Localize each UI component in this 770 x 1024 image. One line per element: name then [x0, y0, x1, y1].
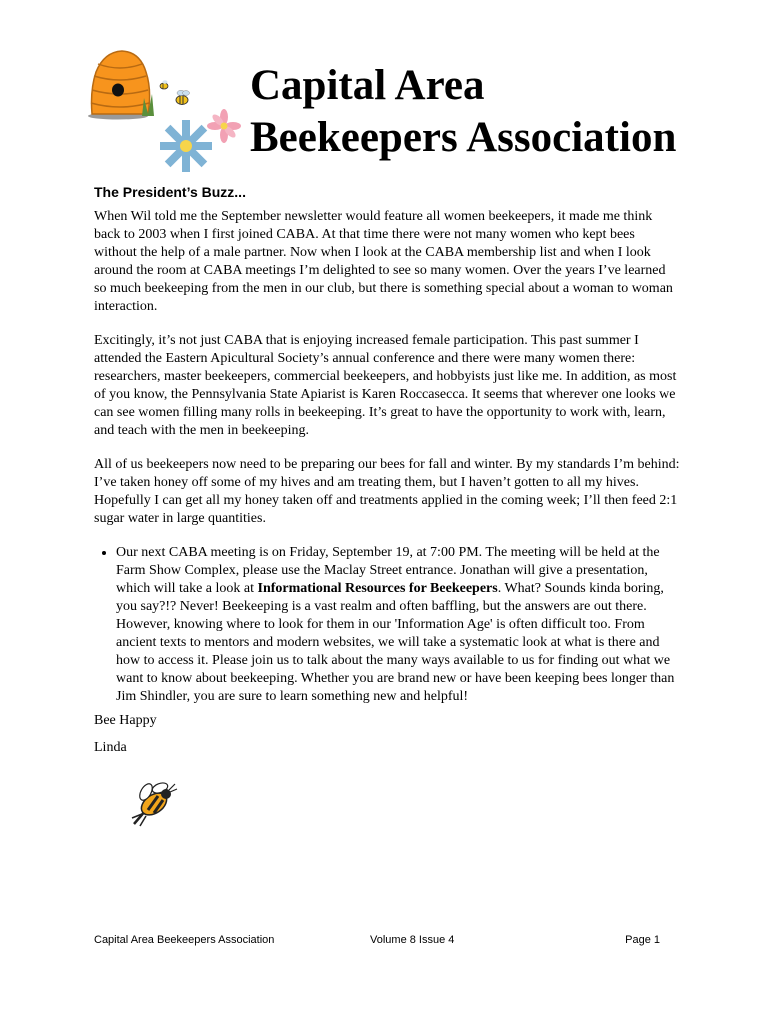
masthead-line-1: Capital Area [250, 62, 485, 109]
newsletter-masthead [250, 60, 676, 164]
footer-page-number: Page 1 [625, 934, 660, 946]
presentation-title: Informational Resources for Beekeepers [257, 581, 498, 596]
page-footer [94, 934, 660, 950]
announcement-text-start: Our next CABA meeting is on Friday, September 19, at 7:00 PM. The meeting will be held at the Farm Show Complex, please use the Maclay Street entrance. Jonathan will give a presentation, which will take a look at [116, 545, 660, 596]
article-heading: The President’s Buzz... [94, 184, 246, 200]
announcement-text-end: . What? Sounds kinda boring, you say?!? Never! Beekeeping is a vast realm and often baffling, but the answers are out there. However, knowing where to look for them in our 'Information Age' is often difficult too. From ancient texts to mentors and modern websites, we will take a systematic look at what is there and how to access it. Please join us to talk about the many ways available to us for finding out what we want to know about beekeeping. Whether you are brand new or have been keeping bees longer than Jim Shindler, you are sure to learn something new and helpful! [116, 581, 675, 704]
paragraph: All of us beekeepers now need to be preparing our bees for fall and winter. By my standards I’m behind: I’ve taken honey off some of my hives and am treating them, but I haven’t gotten to all my hives. Hopefully I can get all my honey taken off and treatments applied in the coming week; I’ll then feed 2:1 sugar water in large quantities. [94, 457, 680, 526]
bee-icon [126, 780, 178, 828]
closing: Bee Happy [94, 713, 157, 728]
footer-publication: Capital Area Beekeepers Association [94, 934, 275, 946]
signature-name: Linda [94, 740, 127, 755]
meeting-announcement-list [94, 544, 680, 706]
meeting-announcement [116, 544, 680, 706]
beehive-logo-icon [82, 46, 250, 172]
paragraph: When Wil told me the September newsletter would feature all women beekeepers, it made me think back to 2003 when I first joined CABA. At that time there were not many women who kept bees without the help of a male partner. Now when I look at the CABA membership list and when I look around the room at CABA meetings I’m delighted to see so many women. Over the years I’ve learned so much beekeeping from the men in our club, but there is something special about a woman to woman interaction. [94, 209, 673, 314]
masthead-line-2: Beekeepers Association [250, 114, 677, 161]
footer-issue: Volume 8 Issue 4 [370, 934, 455, 946]
paragraph: Excitingly, it’s not just CABA that is enjoying increased female participation. This past summer I attended the Eastern Apicultural Society’s annual conference and there were many women there: researchers, master beekeepers, commercial beekeepers, and hobbyists just like me. In addition, as most of you know, the Pennsylvania State Apiarist is Karen Roccasecca. It seems that wherever one looks we can see women filling many rolls in beekeeping. It’s great to have the opportunity to work with, learn, and teach with the men in beekeeping. [94, 333, 677, 438]
article-body [94, 208, 680, 766]
